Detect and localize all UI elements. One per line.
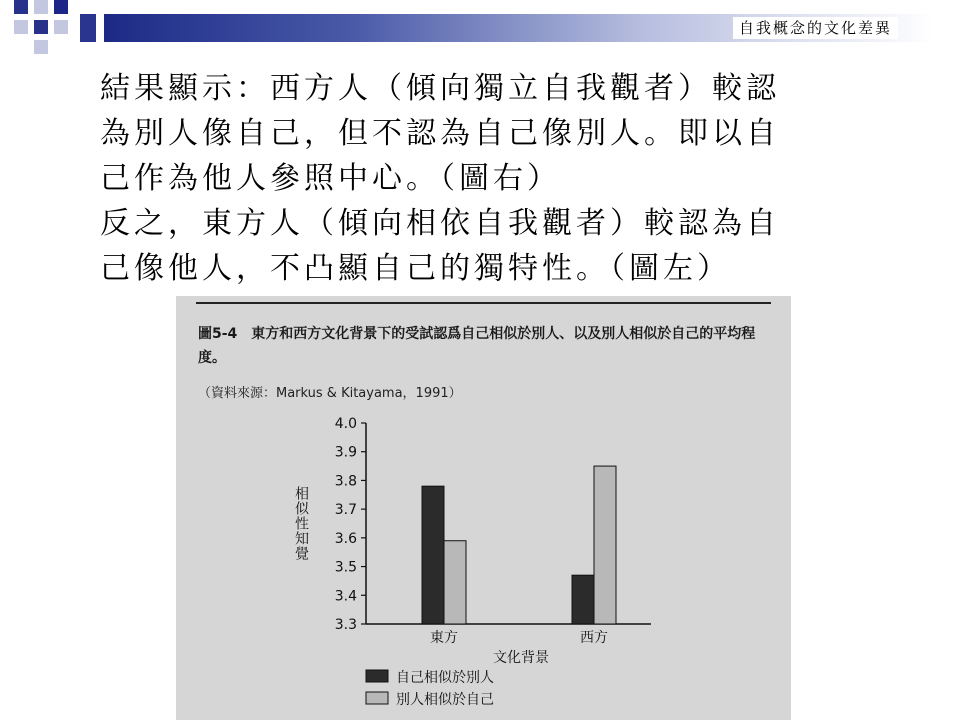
header-square-5 [34, 20, 48, 34]
legend-swatch [366, 670, 388, 682]
legend-swatch [366, 692, 388, 704]
body-line: 反之，東方人（傾向相依自我觀者）較認為自 [100, 206, 780, 241]
y-axis-label: 相似性知覺 [293, 486, 309, 561]
y-tick-label: 3.9 [334, 444, 357, 461]
x-axis-label: 文化背景 [493, 650, 549, 666]
bar [594, 466, 616, 624]
bar-chart [176, 296, 791, 720]
legend [366, 669, 494, 708]
header-square-6 [54, 20, 68, 34]
scanned-figure [176, 296, 791, 720]
legend-label: 自己相似於別人 [396, 670, 494, 686]
x-tick-label: 東方 [430, 630, 458, 646]
header-square-7 [34, 40, 48, 54]
bar [422, 486, 444, 624]
slide-title: 自我概念的文化差異 [733, 17, 898, 39]
y-tick-label: 3.6 [334, 530, 357, 547]
header-square-2 [34, 0, 48, 14]
y-tick-label: 3.7 [334, 502, 357, 519]
body-line: 結果顯示：西方人（傾向獨立自我觀者）較認 [100, 71, 780, 106]
y-tick-label: 3.4 [334, 588, 357, 605]
header-square-4 [14, 20, 28, 34]
bar [444, 541, 466, 624]
header-square-3 [54, 0, 68, 14]
header-square-8 [80, 14, 96, 42]
bar [572, 575, 594, 624]
y-tick-label: 3.8 [334, 473, 357, 490]
bars [422, 466, 616, 624]
y-tick-label: 4.0 [334, 416, 357, 432]
x-tick-label: 西方 [580, 630, 608, 646]
y-tick-label: 3.3 [334, 617, 357, 633]
body-line: 為別人像自己，但不認為自己像別人。即以自 [100, 116, 780, 151]
body-line: 己像他人，不凸顯自己的獨特性。（圖左） [100, 251, 731, 286]
figure-caption: 圖5-4 東方和西方文化背景下的受試認爲自己相似於別人、以及別人相似於自己的平均程度。 [198, 326, 756, 366]
y-axis-ticks [335, 416, 366, 633]
y-tick-label: 3.5 [334, 559, 357, 576]
body-line: 己作為他人參照中心。（圖右） [100, 161, 561, 196]
header-square-1 [14, 0, 28, 14]
x-axis-categories [430, 629, 608, 646]
legend-label: 別人相似於自己 [396, 692, 494, 708]
body-text [100, 66, 860, 291]
figure-source: （資料來源：Markus & Kitayama，1991） [198, 386, 462, 401]
